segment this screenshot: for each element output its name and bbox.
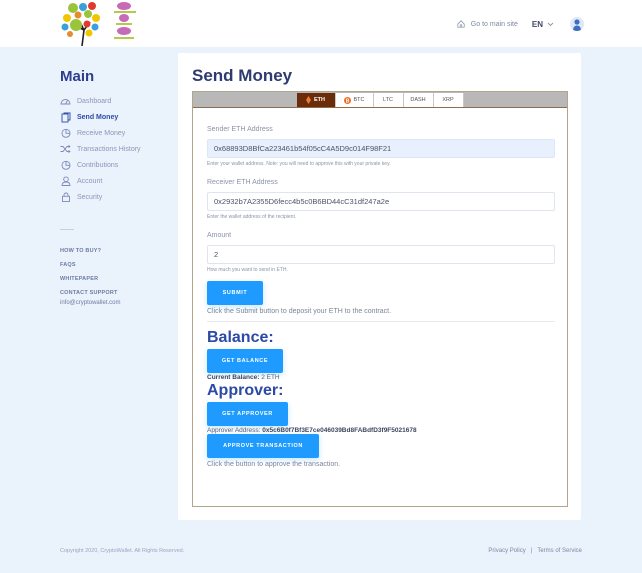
tree-logo-icon bbox=[58, 0, 142, 46]
tab-label: BTC bbox=[353, 97, 365, 103]
how-to-buy-link[interactable]: HOW TO BUY? bbox=[60, 248, 102, 254]
main-card bbox=[178, 53, 581, 520]
submit-button[interactable]: SUBMIT bbox=[207, 281, 263, 305]
go-to-main-site-link[interactable] bbox=[457, 20, 518, 28]
contact-support-link[interactable]: CONTACT SUPPORT bbox=[60, 290, 118, 296]
pie-chart-icon bbox=[60, 128, 71, 139]
sidebar-item-label: Send Money bbox=[77, 113, 119, 121]
sidebar-item-receive-money[interactable] bbox=[60, 125, 180, 141]
tab-dash[interactable] bbox=[404, 93, 434, 107]
shuffle-icon bbox=[60, 144, 71, 155]
sidebar-item-transactions-history[interactable] bbox=[60, 141, 180, 157]
sidebar-item-label: Contributions bbox=[77, 161, 119, 169]
page-title: Send Money bbox=[192, 66, 293, 85]
sidebar-title: Main bbox=[60, 68, 95, 85]
footer-separator: | bbox=[530, 548, 533, 554]
pie-chart-icon bbox=[60, 160, 71, 171]
sidebar-item-send-money[interactable] bbox=[60, 109, 180, 125]
receiver-address-help: Enter the wallet address of the recipient. bbox=[207, 214, 297, 220]
tab-label: ETH bbox=[314, 97, 325, 103]
top-right-nav bbox=[457, 14, 584, 34]
support-email[interactable]: info@cryptowallet.com bbox=[60, 300, 121, 306]
receiver-address-value: 0x2932b7A2355D6fecc4b5c0B6BD44cC31df247a2e bbox=[214, 197, 390, 206]
amount-input[interactable] bbox=[207, 245, 555, 264]
approver-address bbox=[207, 427, 555, 434]
current-balance-value: 2 ETH bbox=[261, 374, 280, 381]
bitcoin-icon bbox=[344, 97, 351, 104]
ethereum-icon bbox=[306, 96, 311, 104]
currency-tabs bbox=[193, 92, 567, 108]
currency-panel bbox=[192, 91, 568, 507]
tab-label: LTC bbox=[383, 97, 393, 103]
home-icon bbox=[457, 20, 465, 28]
top-bar bbox=[0, 0, 642, 47]
language-selector[interactable] bbox=[532, 20, 554, 29]
amount-label: Amount bbox=[207, 232, 232, 239]
svg-text:B: B bbox=[345, 97, 349, 104]
balance-title: Balance: bbox=[207, 329, 274, 346]
avatar[interactable] bbox=[570, 17, 584, 31]
sender-address-input[interactable] bbox=[207, 139, 555, 158]
sidebar-item-account[interactable] bbox=[60, 173, 180, 189]
sender-address-value: 0x68893D8BfCa223461b54f05cC4A5D9c014F98F21 bbox=[214, 144, 392, 153]
logo[interactable] bbox=[58, 0, 142, 46]
sidebar-item-label: Receive Money bbox=[77, 129, 126, 137]
sidebar-item-label: Security bbox=[77, 193, 103, 201]
sidebar-item-label: Account bbox=[77, 177, 103, 185]
amount-value: 2 bbox=[214, 250, 219, 259]
chevron-down-icon bbox=[547, 22, 554, 27]
get-approver-button[interactable]: GET APPROVER bbox=[207, 402, 288, 426]
dashboard-gauge-icon bbox=[60, 96, 71, 107]
user-avatar-icon bbox=[570, 17, 584, 31]
sidebar-divider bbox=[60, 229, 74, 230]
terms-of-service-link[interactable]: Terms of Service bbox=[537, 548, 582, 554]
sidebar-item-dashboard[interactable] bbox=[60, 93, 180, 109]
submit-note: Click the Submit button to deposit your ETH to the contract. bbox=[207, 308, 392, 315]
faqs-link[interactable]: FAQS bbox=[60, 262, 76, 268]
sender-address-label: Sender ETH Address bbox=[207, 126, 273, 133]
tab-eth[interactable] bbox=[297, 93, 336, 107]
current-balance bbox=[207, 374, 555, 381]
approver-title: Approver: bbox=[207, 382, 284, 399]
language-label: EN bbox=[531, 19, 543, 29]
get-balance-button[interactable]: GET BALANCE bbox=[207, 349, 283, 373]
approver-address-value: 0x5c6B0f7Bf3E7ce046039Bd8FABdfD3f9F5021678 bbox=[262, 427, 417, 434]
amount-help: How much you want to send in ETH. bbox=[207, 267, 288, 273]
receiver-address-label: Receiver ETH Address bbox=[207, 179, 278, 186]
approve-note: Click the button to approve the transaction. bbox=[207, 461, 341, 468]
user-icon bbox=[60, 176, 71, 187]
sidebar-item-label: Dashboard bbox=[77, 97, 112, 105]
tab-ltc[interactable] bbox=[374, 93, 404, 107]
sender-address-help: Enter your wallet address. Note: you will need to approve this with your private key. bbox=[207, 161, 391, 167]
lock-icon bbox=[60, 192, 71, 203]
approver-address-label: Approver Address: bbox=[207, 427, 261, 434]
tab-label: DASH bbox=[410, 97, 426, 103]
sidebar-item-label: Transactions History bbox=[77, 145, 141, 153]
whitepaper-link[interactable]: WHITEPAPER bbox=[60, 276, 99, 282]
current-balance-label: Current Balance: bbox=[207, 374, 260, 381]
go-to-main-site-label: Go to main site bbox=[470, 20, 518, 28]
sidebar bbox=[60, 68, 180, 306]
send-form bbox=[207, 116, 555, 468]
sidebar-item-contributions[interactable] bbox=[60, 157, 180, 173]
approve-transaction-button[interactable]: APPROVE TRANSACTION bbox=[207, 434, 319, 458]
footer-links bbox=[488, 548, 582, 554]
privacy-policy-link[interactable]: Privacy Policy bbox=[488, 548, 526, 554]
tab-label: XRP bbox=[442, 97, 454, 103]
documents-icon bbox=[60, 112, 71, 123]
tab-xrp[interactable] bbox=[434, 93, 464, 107]
receiver-address-input[interactable] bbox=[207, 192, 555, 211]
tab-btc[interactable] bbox=[336, 93, 374, 107]
sidebar-item-security[interactable] bbox=[60, 189, 180, 205]
copyright: Copyright 2020, CryptoWallet. All Rights Reserved. bbox=[60, 548, 185, 554]
section-divider bbox=[207, 321, 555, 322]
